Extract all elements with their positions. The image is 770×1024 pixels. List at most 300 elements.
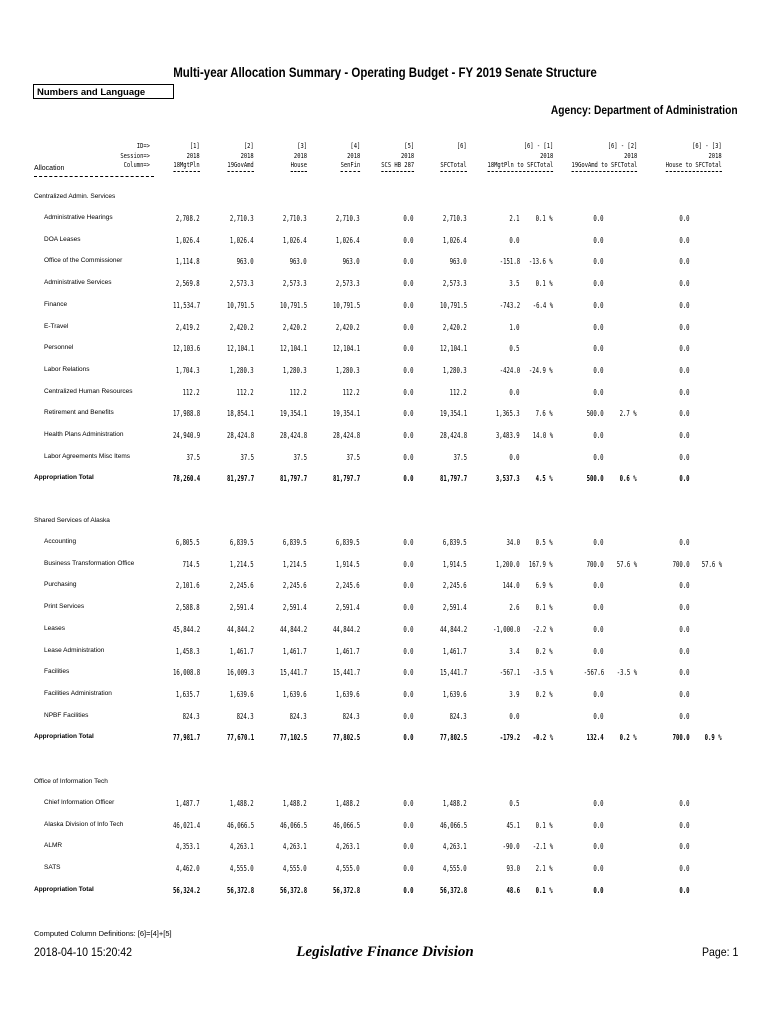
table-cell: -24.9 % — [529, 366, 553, 375]
column-header-id: [6] - [2] — [607, 142, 637, 150]
row-label: Accounting — [44, 538, 77, 545]
row-label: Labor Agreements Misc Items — [44, 453, 130, 460]
table-cell: 1,026.4 — [336, 236, 360, 245]
table-cell: 0.0 — [403, 581, 414, 590]
table-cell: 0.0 — [679, 864, 690, 873]
table-row — [0, 647, 770, 659]
table-cell: 2,591.4 — [230, 603, 254, 612]
table-cell: 0.0 — [679, 279, 690, 288]
column-header-year: 2018 — [346, 151, 360, 160]
table-cell: 112.2 — [183, 388, 200, 397]
row-label: Chief Information Officer — [44, 799, 115, 806]
table-cell: 2,573.3 — [443, 279, 467, 288]
table-cell: 0.0 — [403, 474, 414, 483]
appropriation-total-row — [0, 474, 770, 486]
table-row — [0, 842, 770, 854]
table-cell: 0.0 — [679, 690, 690, 699]
table-cell: 56,324.2 — [172, 886, 200, 895]
column-header — [666, 142, 722, 172]
column-header — [174, 142, 200, 172]
column-header-name: House — [291, 161, 307, 172]
table-cell: 0.0 — [679, 474, 690, 483]
table-cell: 963.0 — [450, 257, 467, 266]
table-cell: -743.2 — [499, 301, 520, 310]
row-label: Administrative Services — [44, 279, 112, 286]
table-cell: 700.0 — [673, 560, 690, 569]
table-cell: 2,245.6 — [336, 581, 360, 590]
table-cell: 81,797.7 — [439, 474, 467, 483]
row-label: E-Travel — [44, 323, 69, 330]
table-cell: 2,591.4 — [336, 603, 360, 612]
table-cell: 10,791.5 — [332, 301, 360, 310]
table-cell: 0.0 — [509, 388, 520, 397]
table-cell: 0.0 — [509, 712, 520, 721]
table-cell: 0.0 — [679, 625, 690, 634]
table-cell: 19,354.1 — [332, 409, 360, 418]
table-cell: 0.1 % — [536, 279, 553, 288]
table-row — [0, 344, 770, 356]
table-cell: 12,104.1 — [226, 344, 254, 353]
table-cell: 1,461.7 — [283, 647, 307, 656]
table-cell: 12,104.1 — [332, 344, 360, 353]
table-cell: 56,372.8 — [439, 886, 467, 895]
table-row — [0, 279, 770, 291]
table-cell: 4,555.0 — [283, 864, 307, 873]
table-cell: 0.0 — [593, 647, 604, 656]
column-header-id: [4] — [350, 142, 360, 150]
table-cell: 3,483.9 — [496, 431, 520, 440]
table-cell: 2,573.3 — [230, 279, 254, 288]
table-cell: 132.4 — [587, 733, 604, 742]
table-cell: 57.6 % — [616, 560, 637, 569]
table-cell: -567.1 — [499, 668, 520, 677]
table-cell: 0.0 — [403, 668, 414, 677]
table-cell: 2,573.3 — [336, 279, 360, 288]
table-cell: 16,009.3 — [226, 668, 254, 677]
table-cell: 37.5 — [453, 453, 467, 462]
table-cell: 0.0 — [679, 842, 690, 851]
table-cell: 37.5 — [293, 453, 307, 462]
table-cell: 2,569.8 — [176, 279, 200, 288]
table-cell: 46,066.5 — [279, 821, 307, 830]
row-label: Administrative Hearings — [44, 214, 113, 221]
table-cell: 1,639.6 — [230, 690, 254, 699]
table-cell: 3.4 — [509, 647, 520, 656]
column-header-year — [441, 152, 467, 162]
table-cell: 2,420.2 — [336, 323, 360, 332]
table-cell: 0.0 — [679, 886, 690, 895]
table-cell: -2.1 % — [532, 842, 553, 851]
table-cell: 500.0 — [587, 474, 604, 483]
table-cell: 2,710.3 — [336, 214, 360, 223]
table-cell: 0.0 — [593, 453, 604, 462]
table-cell: 4,555.0 — [336, 864, 360, 873]
table-cell: 0.0 — [679, 214, 690, 223]
table-cell: 37.5 — [346, 453, 360, 462]
table-cell: 2,710.3 — [443, 214, 467, 223]
table-cell: 37.5 — [186, 453, 200, 462]
section-header: Shared Services of Alaska — [34, 517, 110, 524]
table-cell: 2.1 % — [536, 864, 553, 873]
row-label: Labor Relations — [44, 366, 90, 373]
table-cell: 714.5 — [183, 560, 200, 569]
table-cell: 0.0 — [403, 366, 414, 375]
table-cell: 0.1 % — [536, 886, 553, 895]
table-cell: 81,797.7 — [332, 474, 360, 483]
table-cell: -0.2 % — [532, 733, 553, 742]
table-cell: 1,214.5 — [230, 560, 254, 569]
table-cell: 1,639.6 — [443, 690, 467, 699]
table-cell: 1,200.0 — [496, 560, 520, 569]
table-cell: 0.0 — [593, 366, 604, 375]
table-cell: 0.0 — [593, 821, 604, 830]
column-header-name: 18MgtPln to SFCTotal — [487, 161, 553, 172]
table-cell: -3.5 % — [532, 668, 553, 677]
column-header-id: [3] — [297, 142, 307, 150]
row-label: Print Services — [44, 603, 85, 610]
table-cell: 0.0 — [403, 647, 414, 656]
row-label: Appropriation Total — [34, 733, 94, 740]
row-label: Facilities — [44, 668, 70, 675]
table-cell: 0.0 — [593, 886, 604, 895]
table-cell: 1.0 — [509, 323, 520, 332]
table-cell: 0.6 % — [620, 474, 637, 483]
table-cell: 28,424.8 — [226, 431, 254, 440]
table-cell: 2,101.6 — [176, 581, 200, 590]
table-cell: 0.0 — [403, 733, 414, 742]
table-row — [0, 581, 770, 593]
table-row — [0, 453, 770, 465]
table-cell: 0.0 — [403, 279, 414, 288]
table-cell: 0.0 — [593, 214, 604, 223]
table-row — [0, 431, 770, 443]
table-cell: 0.0 — [593, 257, 604, 266]
table-cell: 0.0 — [593, 279, 604, 288]
table-cell: 15,441.7 — [439, 668, 467, 677]
row-label: Lease Administration — [44, 647, 105, 654]
table-cell: 0.0 — [403, 886, 414, 895]
table-cell: 44,844.2 — [439, 625, 467, 634]
computed-column-definitions: Computed Column Definitions: [6]=[4]+[5] — [34, 929, 172, 938]
table-cell: 1,026.4 — [230, 236, 254, 245]
table-cell: 93.0 — [506, 864, 520, 873]
table-cell: 77,102.5 — [279, 733, 307, 742]
column-header-name: 19GovAmd to SFCTotal — [571, 161, 637, 172]
table-cell: 700.0 — [587, 560, 604, 569]
table-cell: 112.2 — [343, 388, 360, 397]
column-header — [487, 142, 553, 172]
column-header-name: SFCTotal — [441, 161, 467, 172]
table-cell: 1,458.3 — [176, 647, 200, 656]
table-cell: 0.0 — [509, 453, 520, 462]
column-header-name: 19GovAmd — [228, 161, 254, 172]
table-cell: 700.0 — [673, 733, 690, 742]
table-cell: 0.0 — [403, 603, 414, 612]
report-title: Multi-year Allocation Summary - Operating Budget - FY 2019 Senate Structure — [173, 64, 597, 80]
table-cell: 0.0 — [403, 323, 414, 332]
table-cell: 1,280.3 — [230, 366, 254, 375]
column-header-id: [6] - [3] — [692, 142, 722, 150]
table-cell: 0.0 — [679, 388, 690, 397]
table-cell: 112.2 — [290, 388, 307, 397]
table-cell: 16,008.8 — [172, 668, 200, 677]
table-cell: 1,365.3 — [496, 409, 520, 418]
row-label: Office of the Commissioner — [44, 257, 123, 264]
table-cell: 4,263.1 — [336, 842, 360, 851]
row-label: Leases — [44, 625, 65, 632]
table-cell: 4.5 % — [536, 474, 553, 483]
table-cell: 57.6 % — [701, 560, 722, 569]
table-cell: 46,021.4 — [172, 821, 200, 830]
column-header-year: 2018 — [186, 151, 200, 160]
table-cell: 28,424.8 — [439, 431, 467, 440]
table-cell: 0.0 — [593, 625, 604, 634]
table-cell: 0.0 — [679, 257, 690, 266]
table-cell: 24,940.9 — [172, 431, 200, 440]
table-cell: 0.0 — [679, 323, 690, 332]
column-header-year: 2018 — [400, 151, 414, 160]
table-cell: 37.5 — [240, 453, 254, 462]
table-cell: -179.2 — [499, 733, 520, 742]
table-row — [0, 668, 770, 680]
appropriation-total-row — [0, 886, 770, 898]
table-cell: 2,591.4 — [443, 603, 467, 612]
table-cell: 2.1 — [509, 214, 520, 223]
column-header — [571, 142, 637, 172]
table-cell: 0.2 % — [620, 733, 637, 742]
column-header — [441, 142, 467, 172]
table-cell: 4,263.1 — [443, 842, 467, 851]
table-cell: 0.0 — [679, 581, 690, 590]
table-cell: 10,791.5 — [226, 301, 254, 310]
table-cell: 2,588.8 — [176, 603, 200, 612]
table-cell: 0.0 — [593, 344, 604, 353]
table-cell: 0.0 — [403, 560, 414, 569]
page-number: Page: 1 — [701, 945, 738, 959]
column-header-id: [6] — [457, 142, 467, 150]
table-cell: 0.0 — [593, 581, 604, 590]
table-cell: 1,114.8 — [176, 257, 200, 266]
table-cell: 56,372.8 — [332, 886, 360, 895]
table-cell: 1,704.3 — [176, 366, 200, 375]
table-cell: 6,805.5 — [176, 538, 200, 547]
section-header: Centralized Admin. Services — [34, 193, 116, 200]
row-label: DOA Leases — [44, 236, 81, 243]
table-cell: 0.0 — [679, 344, 690, 353]
table-row — [0, 603, 770, 615]
table-cell: 0.0 — [593, 799, 604, 808]
table-cell: 0.0 — [403, 257, 414, 266]
table-cell: 12,104.1 — [439, 344, 467, 353]
table-cell: 0.0 — [679, 668, 690, 677]
appropriation-total-row — [0, 733, 770, 745]
table-cell: 56,372.8 — [226, 886, 254, 895]
table-cell: 1,280.3 — [283, 366, 307, 375]
table-cell: 77,802.5 — [332, 733, 360, 742]
table-cell: 963.0 — [290, 257, 307, 266]
table-cell: 1,639.6 — [336, 690, 360, 699]
table-cell: 0.0 — [679, 821, 690, 830]
table-cell: 1,487.7 — [176, 799, 200, 808]
table-row — [0, 214, 770, 226]
table-cell: 1,635.7 — [176, 690, 200, 699]
column-header-year: 2018 — [293, 151, 307, 160]
table-cell: -567.6 — [583, 668, 604, 677]
table-cell: 34.0 — [506, 538, 520, 547]
column-header-year: 2018 — [539, 151, 553, 160]
table-cell: 1,488.2 — [230, 799, 254, 808]
table-cell: 46,066.5 — [332, 821, 360, 830]
table-cell: 10,791.5 — [279, 301, 307, 310]
table-cell: 963.0 — [237, 257, 254, 266]
table-cell: 1,461.7 — [336, 647, 360, 656]
table-cell: 0.0 — [403, 388, 414, 397]
table-cell: 0.0 — [593, 842, 604, 851]
table-cell: 28,424.8 — [332, 431, 360, 440]
table-cell: -3.5 % — [616, 668, 637, 677]
table-cell: 500.0 — [587, 409, 604, 418]
table-cell: 46,066.5 — [226, 821, 254, 830]
table-cell: 12,104.1 — [279, 344, 307, 353]
table-cell: 0.0 — [403, 409, 414, 418]
legislative-finance-division: Legislative Finance Division — [296, 944, 474, 960]
table-row — [0, 323, 770, 335]
column-header-name: House to SFCTotal — [666, 161, 722, 172]
table-cell: 45.1 — [506, 821, 520, 830]
table-row — [0, 409, 770, 421]
row-label: NPBF Facilities — [44, 712, 89, 719]
table-cell: 17,988.8 — [172, 409, 200, 418]
table-row — [0, 625, 770, 637]
table-cell: -90.0 — [503, 842, 520, 851]
table-cell: 0.0 — [403, 842, 414, 851]
column-header-id: [1] — [190, 142, 200, 150]
table-cell: 81,797.7 — [279, 474, 307, 483]
table-cell: 3.9 — [509, 690, 520, 699]
table-row — [0, 799, 770, 811]
table-cell: 12,103.6 — [172, 344, 200, 353]
numbers-and-language-box: Numbers and Language — [33, 84, 174, 99]
row-label: Appropriation Total — [34, 474, 94, 481]
header-column-label: Column=> — [123, 161, 150, 169]
table-row — [0, 864, 770, 876]
table-cell: 81,297.7 — [226, 474, 254, 483]
table-cell: 7.6 % — [536, 409, 553, 418]
table-cell: 0.0 — [593, 538, 604, 547]
table-cell: 0.0 — [679, 453, 690, 462]
table-cell: 48.6 — [506, 886, 520, 895]
table-cell: 0.1 % — [536, 821, 553, 830]
table-cell: 824.3 — [450, 712, 467, 721]
table-cell: 2,245.6 — [230, 581, 254, 590]
table-cell: 1,914.5 — [443, 560, 467, 569]
table-cell: 112.2 — [237, 388, 254, 397]
table-cell: 77,981.7 — [172, 733, 200, 742]
table-cell: 6,839.5 — [230, 538, 254, 547]
allocation-header: Allocation — [34, 165, 65, 172]
table-cell: 11,534.7 — [172, 301, 200, 310]
table-row — [0, 366, 770, 378]
table-cell: 0.0 — [403, 712, 414, 721]
column-header — [340, 142, 360, 172]
table-cell: 0.0 — [403, 538, 414, 547]
row-label: Centralized Human Resources — [44, 388, 133, 395]
table-cell: 77,802.5 — [439, 733, 467, 742]
table-cell: -6.4 % — [532, 301, 553, 310]
table-cell: 0.2 % — [536, 647, 553, 656]
table-cell: 0.5 % — [536, 538, 553, 547]
table-cell: -2.2 % — [532, 625, 553, 634]
table-cell: 15,441.7 — [332, 668, 360, 677]
table-cell: 4,555.0 — [443, 864, 467, 873]
table-cell: 4,353.1 — [176, 842, 200, 851]
table-cell: 0.0 — [403, 453, 414, 462]
table-cell: 963.0 — [343, 257, 360, 266]
section-header: Office of Information Tech — [34, 778, 108, 785]
table-row — [0, 301, 770, 313]
table-cell: 0.9 % — [705, 733, 722, 742]
table-cell: 0.0 — [403, 864, 414, 873]
row-label: Business Transformation Office — [44, 560, 135, 567]
table-cell: 2,245.6 — [443, 581, 467, 590]
table-cell: 0.0 — [679, 409, 690, 418]
table-cell: 0.5 — [509, 799, 520, 808]
table-cell: 0.5 — [509, 344, 520, 353]
table-cell: 56,372.8 — [279, 886, 307, 895]
table-row — [0, 236, 770, 248]
table-row — [0, 560, 770, 572]
table-cell: 0.0 — [679, 366, 690, 375]
row-label: Personnel — [44, 344, 74, 351]
row-label: SATS — [44, 864, 61, 871]
table-cell: 0.0 — [403, 799, 414, 808]
table-cell: 0.0 — [403, 431, 414, 440]
table-cell: 1,639.6 — [283, 690, 307, 699]
column-header — [228, 142, 254, 172]
table-cell: 0.0 — [593, 864, 604, 873]
table-cell: 46,066.5 — [439, 821, 467, 830]
table-cell: 2,420.2 — [283, 323, 307, 332]
table-cell: 0.0 — [679, 538, 690, 547]
table-cell: 19,354.1 — [279, 409, 307, 418]
table-cell: 28,424.8 — [279, 431, 307, 440]
table-cell: 3.5 — [509, 279, 520, 288]
table-cell: 4,263.1 — [230, 842, 254, 851]
table-cell: 2,591.4 — [283, 603, 307, 612]
column-header-name: 18MgtPln — [174, 161, 200, 172]
table-cell: 824.3 — [237, 712, 254, 721]
table-cell: 2,710.3 — [283, 214, 307, 223]
table-cell: 2,710.3 — [230, 214, 254, 223]
table-cell: 2,420.2 — [443, 323, 467, 332]
column-header-name: SenFin — [340, 161, 360, 172]
row-label: Appropriation Total — [34, 886, 94, 893]
header-row-labels — [120, 142, 150, 171]
table-cell: 0.0 — [679, 799, 690, 808]
table-row — [0, 690, 770, 702]
table-cell: 0.0 — [593, 323, 604, 332]
table-cell: -13.6 % — [529, 257, 553, 266]
table-cell: 6,839.5 — [336, 538, 360, 547]
table-cell: 14.0 % — [532, 431, 553, 440]
column-header-id: [6] - [1] — [523, 142, 553, 150]
table-cell: 0.0 — [403, 625, 414, 634]
column-header-year: 2018 — [240, 151, 254, 160]
table-cell: 1,914.5 — [336, 560, 360, 569]
table-cell: 19,354.1 — [439, 409, 467, 418]
table-cell: 18,854.1 — [226, 409, 254, 418]
column-header-name: SCS HB 287 — [381, 161, 414, 172]
